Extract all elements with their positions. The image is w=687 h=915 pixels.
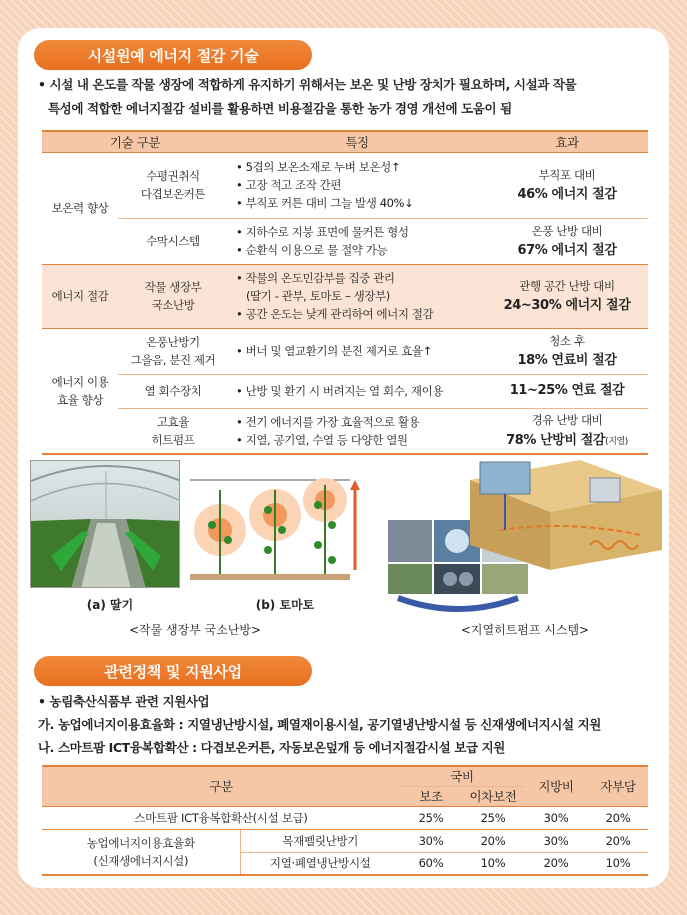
value-cell: 30% bbox=[524, 806, 588, 829]
tech-name-line: 그을음, 분진 제거 bbox=[130, 353, 216, 367]
row-name: 지열·폐열냉난방시설 bbox=[240, 852, 400, 875]
effect-value: 67% 에너지 절감 bbox=[517, 243, 617, 258]
group-name-line: 농업에너지이용효율화 bbox=[86, 835, 195, 850]
effect-cell bbox=[486, 152, 648, 218]
caption-tomato: (b) 토마토 bbox=[255, 598, 315, 612]
table-row bbox=[42, 374, 648, 408]
heatpump-diagram-illustration bbox=[470, 450, 662, 570]
value-cell: 60% bbox=[400, 852, 462, 875]
tech-name-cell bbox=[118, 408, 228, 454]
tech-name-cell bbox=[118, 152, 228, 218]
tech-name-cell: 열 회수장치 bbox=[118, 374, 228, 408]
effect-line: 경유 난방 대비 bbox=[531, 412, 603, 427]
table-row bbox=[42, 806, 648, 829]
tomato-local-heating-diagram bbox=[190, 470, 378, 582]
caption-local-heating: <작물 생장부 국소난방> bbox=[128, 623, 262, 637]
effect-value: 46% 에너지 절감 bbox=[517, 187, 617, 202]
header-tech: 기술 구분 bbox=[42, 131, 228, 152]
feature-item: • 5겹의 보온소재로 누벼 보온성↑ bbox=[236, 158, 486, 176]
tech-name-cell bbox=[118, 264, 228, 328]
feature-item: • 순환식 이용으로 물 절약 가능 bbox=[236, 241, 486, 259]
geothermal-heatpump-diagram bbox=[470, 450, 662, 570]
tech-name-cell: 수막시스템 bbox=[118, 218, 228, 264]
tech-name-line: 국소난방 bbox=[151, 298, 195, 312]
feature-item: • 고장 적고 조작 간편 bbox=[236, 176, 486, 194]
effect-cell bbox=[486, 374, 648, 408]
feature-item: • 공간 온도는 낮게 관리하여 에너지 절감 bbox=[236, 305, 486, 323]
value-cell: 30% bbox=[400, 829, 462, 852]
table-row bbox=[42, 264, 648, 328]
header-gubun: 구분 bbox=[42, 766, 400, 806]
value-cell: 10% bbox=[462, 852, 524, 875]
effect-value: 24~30% 에너지 절감 bbox=[503, 298, 631, 313]
value-cell: 25% bbox=[462, 806, 524, 829]
section-title-text: 시설원예 에너지 절감 기술 bbox=[87, 46, 259, 65]
value-cell: 10% bbox=[588, 852, 648, 875]
category-cell: 에너지 절감 bbox=[42, 264, 118, 328]
tech-table bbox=[42, 130, 648, 455]
feature-item: • 난방 및 환기 시 버려지는 열 회수, 재이용 bbox=[236, 382, 486, 400]
tech-table-header bbox=[42, 131, 648, 152]
value-cell: 20% bbox=[588, 806, 648, 829]
group-name-line: (신재생에너지시설) bbox=[93, 853, 189, 868]
intro-line-2 bbox=[38, 97, 658, 121]
header-ija: 이차보전 bbox=[462, 786, 524, 806]
tech-name-line: 작물 생장부 bbox=[144, 280, 202, 294]
table-row bbox=[42, 408, 648, 454]
policy-header-row bbox=[42, 766, 648, 786]
effect-value: 78% 난방비 절감 bbox=[506, 432, 606, 448]
effect-cell bbox=[486, 408, 648, 454]
tech-name-cell bbox=[118, 328, 228, 374]
table-row bbox=[42, 829, 648, 852]
header-effect: 효과 bbox=[486, 131, 648, 152]
policy-line-ga: 가. 농업에너지이용효율화 : 지열냉난방시설, 폐열재이용시설, 공기열냉난방시설 등 신재생에너지시설 지원 bbox=[38, 717, 601, 732]
group-name-cell bbox=[42, 829, 240, 875]
value-cell: 20% bbox=[462, 829, 524, 852]
feature-cell bbox=[228, 328, 486, 374]
section-title-policy bbox=[34, 656, 312, 686]
value-cell: 25% bbox=[400, 806, 462, 829]
tech-name-line: 온풍난방기 bbox=[146, 335, 200, 349]
table-row bbox=[42, 328, 648, 374]
effect-cell bbox=[486, 264, 648, 328]
table-row bbox=[42, 218, 648, 264]
header-jibang: 지방비 bbox=[524, 766, 588, 806]
policy-line-na: 나. 스마트팜 ICT융복합확산 : 다겹보온커튼, 자동보온덮개 등 에너지절감시설 보급 지원 bbox=[38, 740, 505, 755]
category-cell: 보온력 향상 bbox=[42, 152, 118, 264]
feature-cell bbox=[228, 408, 486, 454]
row-name: 스마트팜 ICT융복합확산(시설 보급) bbox=[42, 806, 400, 829]
effect-cell bbox=[486, 218, 648, 264]
row-name: 목재펠릿난방기 bbox=[240, 829, 400, 852]
feature-item: • 지열, 공기열, 수열 등 다양한 열원 bbox=[236, 431, 486, 449]
caption-geothermal: <지열히트펌프 시스템> bbox=[460, 623, 590, 637]
effect-line: 온풍 난방 대비 bbox=[531, 224, 603, 238]
tech-name-line: 다겹보온커튼 bbox=[140, 187, 206, 201]
header-gukbi: 국비 bbox=[400, 766, 524, 786]
caption-strawberry: (a) 딸기 bbox=[86, 598, 134, 612]
table-row bbox=[42, 152, 648, 218]
value-cell: 30% bbox=[524, 829, 588, 852]
intro-line-2-text: 특성에 적합한 에너지절감 설비를 활용하면 비용절감을 통한 농가 경영 개선에 도움이 됨 bbox=[48, 101, 512, 116]
strawberry-photo-illustration bbox=[31, 461, 180, 588]
policy-text bbox=[38, 690, 663, 759]
effect-line: 부직포 대비 bbox=[538, 168, 596, 182]
feature-item: • 작물의 온도민감부를 집중 관리 bbox=[236, 269, 486, 287]
feature-cell bbox=[228, 152, 486, 218]
policy-table bbox=[42, 765, 648, 876]
header-jabu: 자부담 bbox=[588, 766, 648, 806]
section-title-energy-saving bbox=[34, 40, 312, 70]
section-title-text: 관련정책 및 지원사업 bbox=[104, 662, 242, 681]
tech-name-line: 수평권취식 bbox=[146, 169, 200, 183]
effect-value: 11~25% 연료 절감 bbox=[509, 383, 625, 398]
intro-line-1: • 시설 내 온도를 작물 생장에 적합하게 유지하기 위해서는 보온 및 난방 장치가 필요하며, 시설과 작물 bbox=[38, 77, 577, 92]
value-cell: 20% bbox=[588, 829, 648, 852]
category-line: 효율 향상 bbox=[56, 392, 104, 407]
strawberry-greenhouse-photo bbox=[30, 460, 180, 588]
feature-item: • 지하수로 지붕 표면에 물커튼 형성 bbox=[236, 223, 486, 241]
feature-item: • 버너 및 열교환기의 분진 제거로 효율↑ bbox=[236, 342, 486, 360]
effect-cell bbox=[486, 328, 648, 374]
category-line: 에너지 이용 bbox=[51, 374, 109, 389]
tech-name-line: 히트펌프 bbox=[151, 432, 195, 447]
effect-line: 청소 후 bbox=[549, 334, 585, 348]
feature-item: • 부직포 커튼 대비 그늘 발생 40%↓ bbox=[236, 194, 486, 212]
effect-value: 18% 연료비 절감 bbox=[517, 353, 617, 368]
feature-cell bbox=[228, 218, 486, 264]
effect-note: (지열) bbox=[605, 436, 628, 447]
tomato-diagram-illustration bbox=[190, 470, 378, 582]
tech-name-line: 고효율 bbox=[156, 414, 190, 429]
effect-line: 관행 공간 난방 대비 bbox=[519, 279, 615, 293]
feature-cell bbox=[228, 374, 486, 408]
value-cell: 20% bbox=[524, 852, 588, 875]
feature-item: (딸기 - 관부, 토마토 – 생장부) bbox=[246, 289, 390, 303]
policy-bullet-text: 농림축산식품부 관련 지원사업 bbox=[49, 694, 210, 709]
feature-item: • 전기 에너지를 가장 효율적으로 활용 bbox=[236, 413, 486, 431]
feature-cell bbox=[228, 264, 486, 328]
intro-line-1-text: 시설 내 온도를 작물 생장에 적합하게 유지하기 위해서는 보온 및 난방 장치가 필요하며, 시설과 작물 bbox=[49, 77, 577, 92]
category-cell bbox=[42, 328, 118, 454]
policy-bullet: • 농림축산식품부 관련 지원사업 bbox=[38, 694, 210, 709]
header-bojo: 보조 bbox=[400, 786, 462, 806]
intro-paragraph bbox=[38, 73, 658, 121]
header-feature: 특징 bbox=[228, 131, 486, 152]
